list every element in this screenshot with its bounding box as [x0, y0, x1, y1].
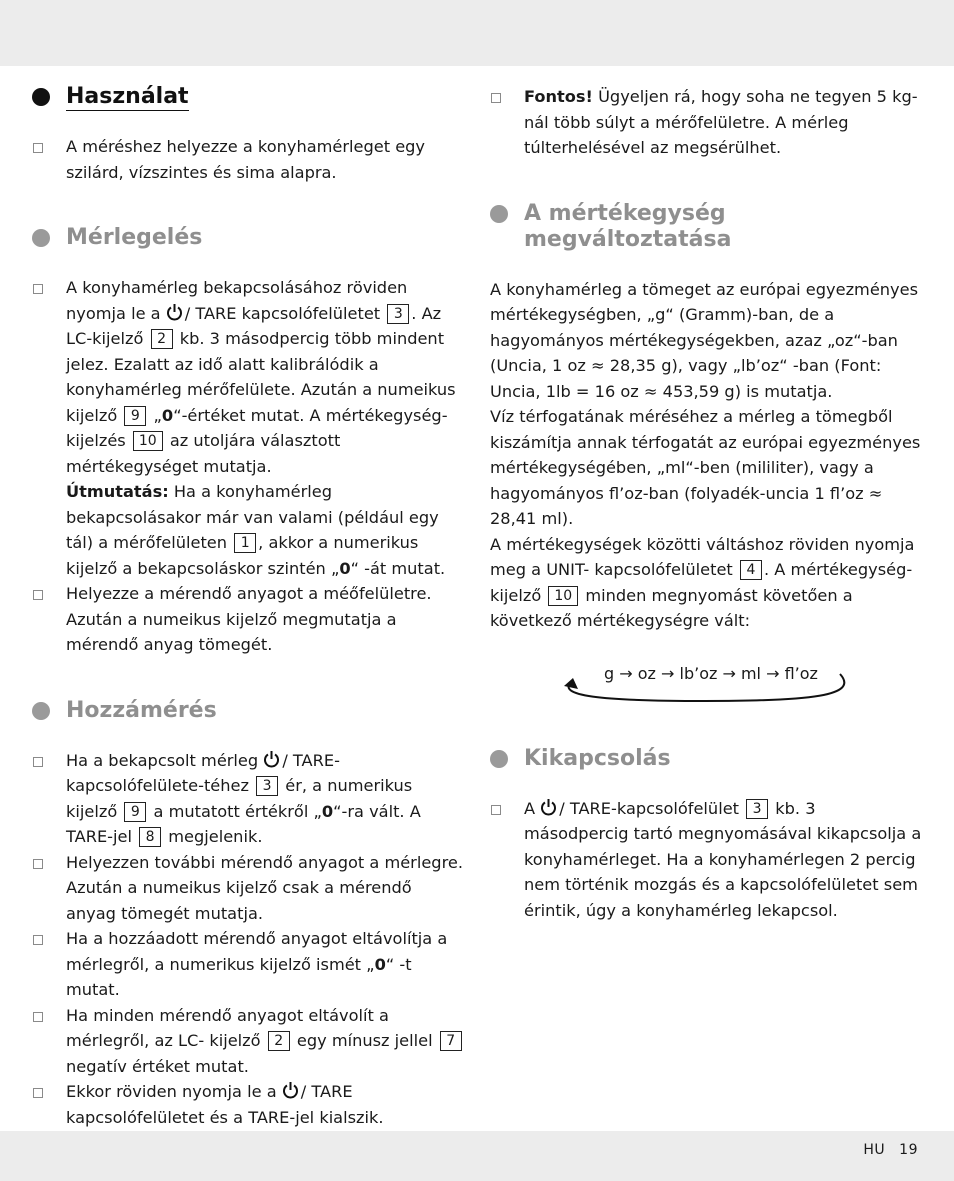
list-item: Ha minden mérendő anyagot eltávolít a mérlegről, az LC- kijelző 2 egy mínusz jellel 7 negatív értéket mutat. [32, 1003, 466, 1080]
bullet-dot-icon [490, 205, 508, 223]
bullet-dot-icon [32, 229, 50, 247]
square-bullet-icon [33, 859, 43, 869]
unit-sequence: g → oz → lb’oz → ml → fl’oz [604, 663, 818, 683]
ref-box: 10 [548, 586, 578, 606]
square-bullet-icon [33, 1012, 43, 1022]
list-item: A konyhamérleg bekapcsolásához röviden nyomja le a / TARE kapcsolófelületet 3 . Az LC-kijelző 2 kb. 3 másodpercig több mindent jelez. Ezalatt az idő alatt kalibrálódik a konyhamérleg mérőfelülete. Azután a numeikus kijelző 9 „0“-értéket mutat. A mértékegység-kijelzés 10 az utoljára választott mértékegységet mutatja. Útmutatás: Ha a konyhamérleg bekapcsolásakor már van valami (például egy tál) a mérőfelületen 1 , akkor a numerikus kijelző a bekapcsoláskor szintén „0“ -át mutat. [32, 275, 466, 581]
paragraph: A mértékegységek közötti váltáshoz röviden nyomja meg a UNIT- kapcsolófelületet 4 . A mértékegység-kijelző 10 minden megnyomást követően a következő mértékegységre vált: [490, 534, 915, 630]
list-item-warning: Fontos! Ügyeljen rá, hogy soha ne tegyen 5 kg-nál több súlyt a mérőfelületre. A mérleg túlterhelésével az megsérülhet. [490, 84, 922, 161]
list-item: A méréshez helyezze a konyhamérleget egy szilárd, vízszintes és sima alapra. [32, 134, 466, 185]
section-heading-mertekegyseg: A mértékegység megváltoztatása [490, 201, 922, 253]
square-bullet-icon [33, 590, 43, 600]
square-bullet-icon [33, 757, 43, 767]
bullet-dot-icon [490, 750, 508, 768]
ref-box: 3 [256, 776, 278, 796]
power-icon [263, 750, 280, 768]
square-bullet-icon [33, 284, 43, 294]
section-heading-merlegeles: Mérlegelés [32, 225, 466, 251]
list-item: Ha a bekapcsolt mérleg / TARE-kapcsolófelülete-téhez 3 ér, a numerikus kijelző 9 a mutatott értékről „0“-ra vált. A TARE-jel 8 megjelenik. [32, 748, 466, 850]
ref-box: 2 [151, 329, 173, 349]
section-heading-hasznalat: Használat [32, 84, 466, 110]
paragraph: A konyhamérleg a tömeget az európai egyezményes mértékegységben, „g“ (Gramm)-ban, de a hagyományos mértékegységekben, azaz „oz“-ban (Uncia, 1 oz ≈ 28,35 g), vagy „lb’oz“ -ban (Font: Uncia, 1lb = 16 oz ≈ 453,59 g) is mutatja. [490, 279, 919, 401]
list-item: Ekkor röviden nyomja le a / TARE kapcsolófelületet és a TARE-jel kialszik. [32, 1079, 466, 1130]
power-icon [540, 798, 557, 816]
list-item: Ha a hozzáadott mérendő anyagot eltávolítja a mérlegről, a numerikus kijelző ismét „0“ -t mutat. [32, 926, 466, 1003]
square-bullet-icon [33, 1088, 43, 1098]
language-code: HU [863, 1142, 886, 1158]
square-bullet-icon [491, 93, 501, 103]
section-heading-hozzameres: Hozzámérés [32, 698, 466, 724]
list-item: Helyezze a mérendő anyagot a méőfelületre. Azután a numeikus kijelző megmutatja a mérendő anyag tömegét. [32, 581, 466, 658]
bullet-dot-icon [32, 88, 50, 106]
warning-label: Fontos! [524, 87, 593, 106]
list-item: Helyezzen további mérendő anyagot a mérlegre. Azután a numeikus kijelző csak a mérendő anyag tömegét mutatja. [32, 850, 466, 927]
ref-box: 3 [746, 799, 768, 819]
page-number: 19 [899, 1142, 918, 1158]
header-band [0, 0, 954, 66]
footer-band [0, 1131, 954, 1181]
power-icon [166, 303, 183, 321]
square-bullet-icon [33, 935, 43, 945]
ref-box: 7 [440, 1031, 462, 1051]
page-footer [849, 1142, 918, 1158]
ref-box: 10 [133, 431, 163, 451]
list-item: A / TARE-kapcsolófelület 3 kb. 3 másodpercig tartó megnyomásával kikapcsolja a konyhamérleget. Ha a konyhamérlegen 2 percig nem történik mozgás és a kapcsolófelületet sem érintik, úgy a konyhamérleg lekapcsol. [490, 796, 922, 924]
ref-box: 1 [234, 533, 256, 553]
section-heading-kikapcsolas: Kikapcsolás [490, 746, 922, 772]
square-bullet-icon [33, 143, 43, 153]
ref-box: 3 [387, 304, 409, 324]
right-column [490, 84, 922, 923]
ref-box: 9 [124, 802, 146, 822]
square-bullet-icon [491, 805, 501, 815]
ref-box: 9 [124, 406, 146, 426]
note-label: Útmutatás: [66, 482, 169, 501]
paragraph: Víz térfogatának méréséhez a mérleg a tömegből kiszámítja annak térfogatát az európai egyezményes mértékegységében, „ml“-ben (mililiter), vagy a hagyományos fl’oz-ban (folyadék-uncia 1 fl’oz ≈ 28,41 ml). [490, 407, 921, 528]
bullet-dot-icon [32, 702, 50, 720]
ref-box: 2 [268, 1031, 290, 1051]
unit-cycle-diagram [490, 652, 922, 722]
ref-box: 8 [139, 827, 161, 847]
ref-box: 4 [740, 560, 762, 580]
left-column [32, 84, 466, 1130]
power-icon [282, 1081, 299, 1099]
